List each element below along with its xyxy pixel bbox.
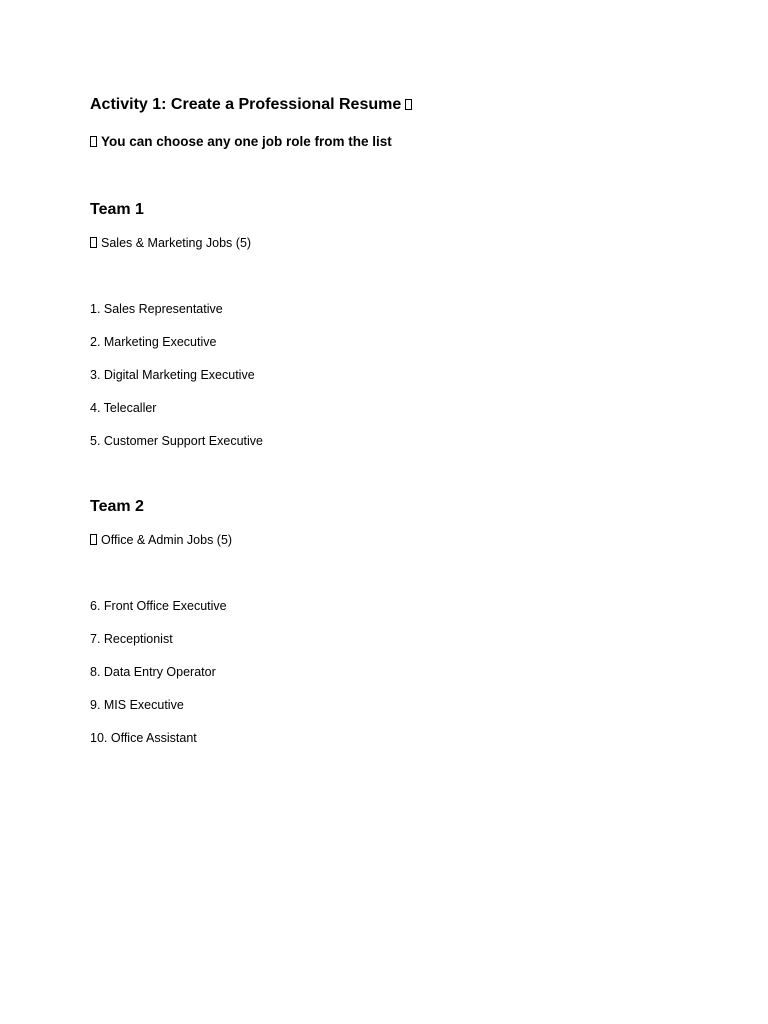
job-list — [90, 598, 690, 747]
document-content — [90, 94, 690, 763]
list-item: 1. Sales Representative — [90, 302, 223, 316]
job-category — [90, 235, 690, 252]
team-section-1 — [90, 199, 690, 450]
list-item: 8. Data Entry Operator — [90, 665, 216, 679]
list-item: 3. Digital Marketing Executive — [90, 368, 255, 382]
list-item: 6. Front Office Executive — [90, 599, 227, 613]
document-title-text: Activity 1: Create a Professional Resume — [90, 96, 402, 113]
missing-glyph-icon — [90, 237, 97, 248]
missing-glyph-icon — [90, 136, 97, 147]
team-heading: Team 1 — [90, 201, 144, 218]
list-item: 2. Marketing Executive — [90, 335, 217, 349]
list-item: 4. Telecaller — [90, 401, 157, 415]
list-item: 9. MIS Executive — [90, 698, 184, 712]
list-item: 5. Customer Support Executive — [90, 434, 263, 448]
job-category-label: Sales & Marketing Jobs (5) — [101, 236, 252, 250]
document-title — [90, 94, 690, 116]
job-category-label: Office & Admin Jobs (5) — [101, 533, 233, 547]
document-subtitle-text: You can choose any one job role from the list — [101, 134, 392, 149]
list-item: 10. Office Assistant — [90, 731, 197, 745]
document-subtitle — [90, 133, 690, 151]
team-section-2 — [90, 496, 690, 747]
list-item: 7. Receptionist — [90, 632, 173, 646]
missing-glyph-icon — [405, 99, 412, 110]
missing-glyph-icon — [90, 534, 97, 545]
job-list — [90, 301, 690, 450]
job-category — [90, 532, 690, 549]
team-heading: Team 2 — [90, 498, 144, 515]
